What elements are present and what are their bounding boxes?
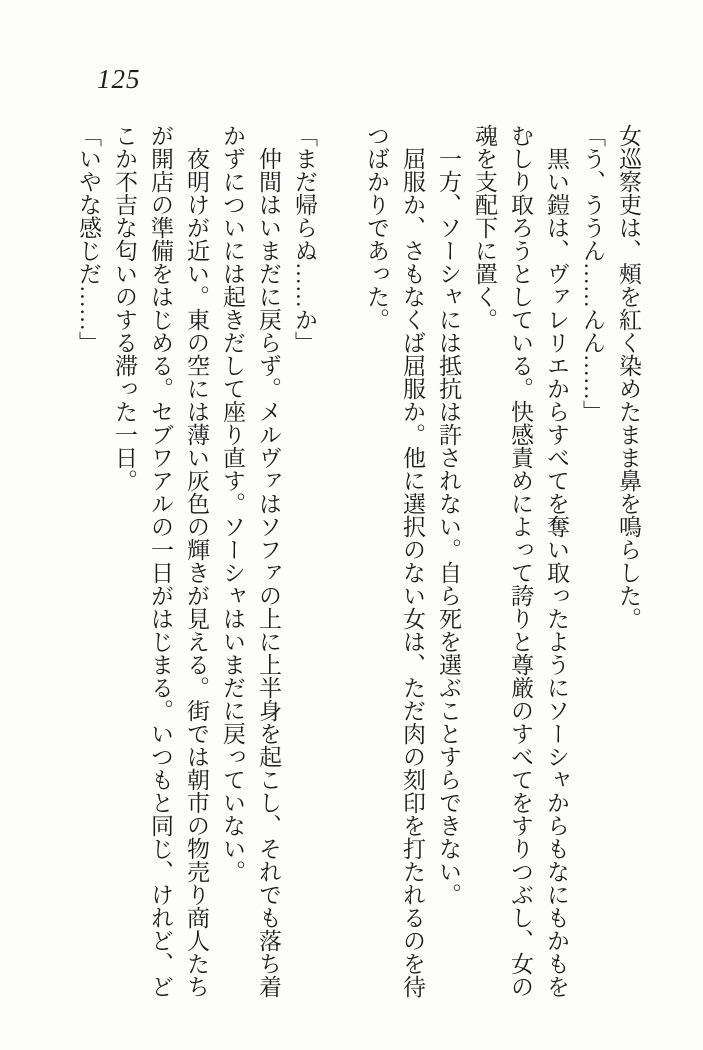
paragraph-narration: 一方、ソーシャには抵抗は許されない。自ら死を選ぶことすらできない。 [436,147,461,906]
vertical-text-body [56,124,646,1002]
paragraph-narration: 黒い鎧は、ヴァレリエからすべてを奪い取ったようにソーシャからもなにもかもをむしり取ろうとしている。快感責めによって誇りと尊厳のすべてをすりつぶし、女の魂を支配下に置く。 [472,124,569,998]
paragraph-narration: 仲間はいまだに戻らず。メルヴァはソファの上に上半身を起こし、それでも落ち着かずについには起きだして座り直す。ソーシャはいまだに戻っていない。 [220,124,281,998]
dialogue-line: 「まだ帰らぬ……か」 [292,124,317,354]
paragraph-narration: 屈服か、さもなくば屈服か。他に選択のない女は、ただ肉の刻印を打たれるのを待つばかりであった。 [364,124,425,998]
paragraph-narration: 女巡察吏は、頰を紅く染めたまま鼻を鳴らした。 [616,124,641,630]
dialogue-line: 「いやな感じだ……」 [76,124,101,354]
paragraph-narration: 夜明けが近い。東の空には薄い灰色の輝きが見える。街では朝市の物売り商人たちが開店の準備をはじめる。セブワアルの一日がはじまる。いつもと同じ、けれど、どこか不吉な匂いのする滞った一日。 [112,124,209,998]
page-number: 125 [97,64,141,94]
dialogue-line: 「う、ううん……んん……」 [580,124,605,423]
